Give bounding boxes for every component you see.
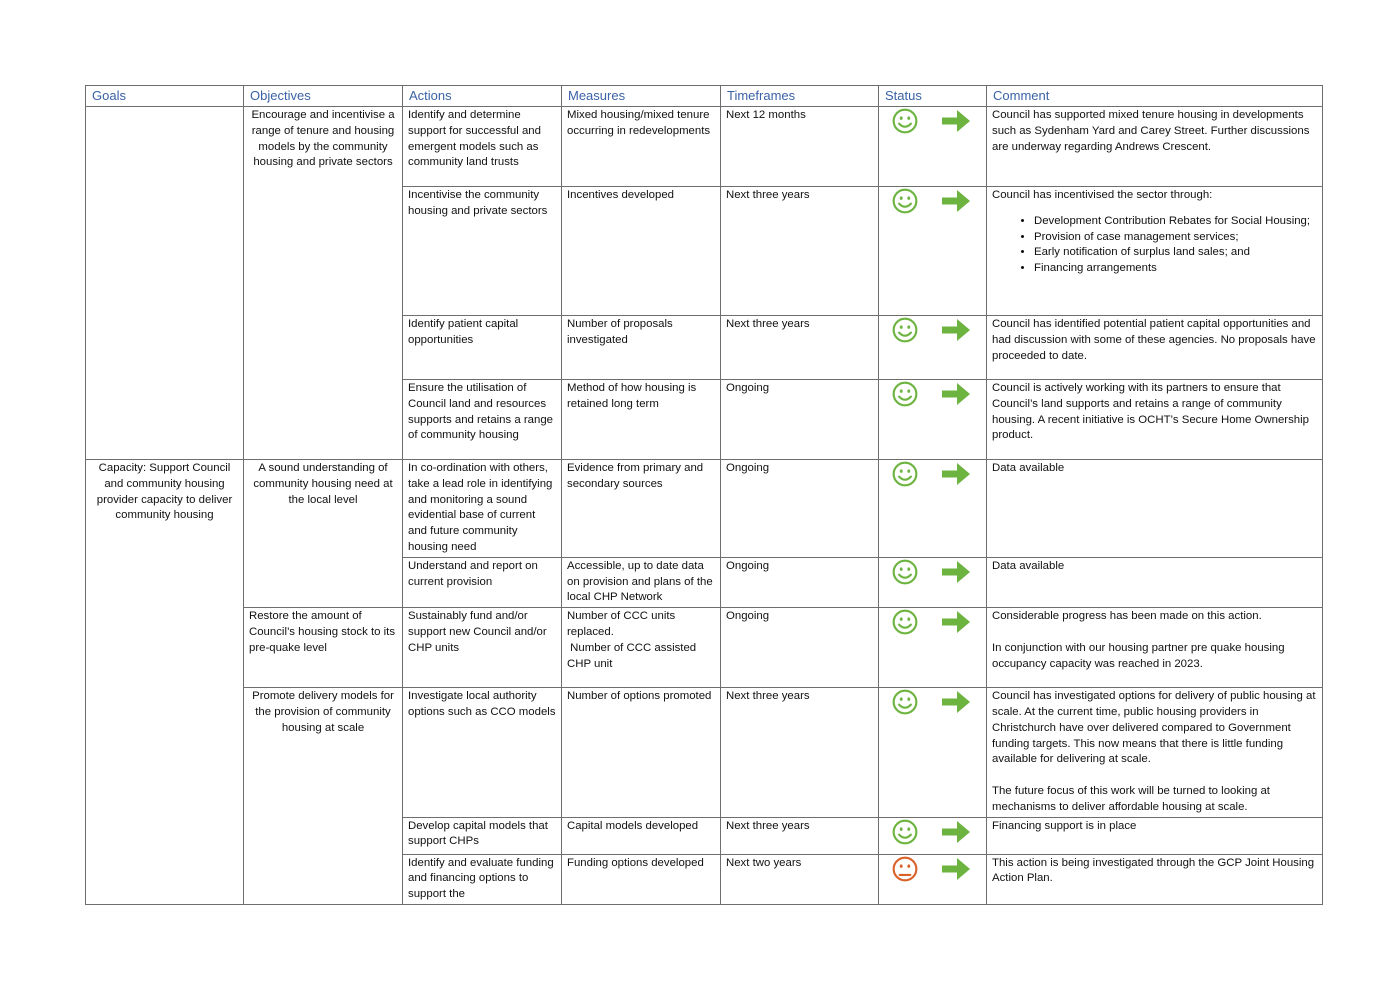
timeframe-cell: Next three years (721, 187, 879, 316)
action-cell: Ensure the utilisation of Council land and resources supports and retains a range of community housing (403, 380, 562, 460)
action-cell: Incentivise the community housing and private sectors (403, 187, 562, 316)
right-arrow-icon (940, 381, 972, 407)
objective-cell: Promote delivery models for the provision of community housing at scale (244, 688, 403, 905)
objective-cell: Restore the amount of Council’s housing stock to its pre-quake level (244, 608, 403, 688)
timeframe-cell: Next three years (721, 316, 879, 380)
comment-cell (987, 187, 1323, 316)
header-timeframes: Timeframes (721, 86, 879, 107)
action-cell: Identify and evaluate funding and financing options to support the (403, 854, 562, 904)
right-arrow-icon (940, 188, 972, 214)
status-cell (879, 187, 987, 316)
action-cell: Investigate local authority options such as CCO models (403, 688, 562, 817)
neutral-face-icon (892, 856, 918, 882)
comment-text: Council has investigated options for delivery of public housing at scale. At the current time, public housing providers in Christchurch have over delivered compared to Government funding targets. This now means that there is little funding available for delivering at scale. (992, 690, 1316, 766)
action-cell: Identify patient capital opportunities (403, 316, 562, 380)
objective-cell: A sound understanding of community housing need at the local level (244, 460, 403, 608)
timeframe-cell: Ongoing (721, 557, 879, 607)
goal-cell: Capacity: Support Council and community housing provider capacity to deliver community housing (86, 460, 244, 905)
goal-cell (86, 107, 244, 460)
header-row (86, 86, 1323, 107)
status-cell (879, 107, 987, 187)
timeframe-cell: Next three years (721, 688, 879, 817)
comment-cell: Council has identified potential patient capital opportunities and had discussion with some of these agencies. No proposals have proceeded to date. (987, 316, 1323, 380)
smiley-face-icon (892, 188, 918, 214)
comment-text: In conjunction with our housing partner pre quake housing occupancy capacity was reached in 2023. (992, 641, 1285, 670)
comment-cell: This action is being investigated through the GCP Joint Housing Action Plan. (987, 854, 1323, 904)
action-cell: Develop capital models that support CHPs (403, 817, 562, 854)
smiley-face-icon (892, 559, 918, 585)
action-cell: Identify and determine support for successful and emergent models such as community land trusts (403, 107, 562, 187)
smiley-face-icon (892, 317, 918, 343)
status-cell (879, 608, 987, 688)
right-arrow-icon (940, 856, 972, 882)
smiley-face-icon (892, 108, 918, 134)
comment-cell: Council has supported mixed tenure housing in developments such as Sydenham Yard and Carey Street. Further discussions are underway regarding Andrews Crescent. (987, 107, 1323, 187)
action-cell: Sustainably fund and/or support new Council and/or CHP units (403, 608, 562, 688)
action-cell: Understand and report on current provision (403, 557, 562, 607)
timeframe-cell: Next three years (721, 817, 879, 854)
right-arrow-icon (940, 609, 972, 635)
measure-cell (562, 608, 721, 688)
header-goals: Goals (86, 86, 244, 107)
status-cell (879, 688, 987, 817)
comment-text: The future focus of this work will be turned to looking at mechanisms to deliver affordable housing at scale. (992, 784, 1270, 813)
list-item: • Provision of case management services; (1034, 230, 1317, 246)
measure-cell: Accessible, up to date data on provision and plans of the local CHP Network (562, 557, 721, 607)
status-cell (879, 460, 987, 558)
header-objectives: Objectives (244, 86, 403, 107)
header-comment: Comment (987, 86, 1323, 107)
status-cell (879, 854, 987, 904)
measure-cell: Number of options promoted (562, 688, 721, 817)
right-arrow-icon (940, 108, 972, 134)
comment-cell: Data available (987, 557, 1323, 607)
timeframe-cell: Next 12 months (721, 107, 879, 187)
smiley-face-icon (892, 381, 918, 407)
smiley-face-icon (892, 689, 918, 715)
status-cell (879, 380, 987, 460)
smiley-face-icon (892, 609, 918, 635)
smiley-face-icon (892, 461, 918, 487)
right-arrow-icon (940, 461, 972, 487)
table-row (86, 460, 1323, 558)
measure-text: Number of CCC units replaced. (567, 610, 676, 638)
timeframe-cell: Ongoing (721, 608, 879, 688)
comment-cell: Council is actively working with its partners to ensure that Council’s land supports and retains a range of community housing. A recent initiative is OCHT’s Secure Home Ownership product. (987, 380, 1323, 460)
list-item: • Development Contribution Rebates for Social Housing; (1034, 214, 1317, 230)
header-status: Status (879, 86, 987, 107)
status-cell (879, 817, 987, 854)
timeframe-cell: Ongoing (721, 380, 879, 460)
objective-cell: Encourage and incentivise a range of tenure and housing models by the community housing and private sectors (244, 107, 403, 460)
status-cell (879, 316, 987, 380)
comment-text: Council has incentivised the sector through: (992, 189, 1213, 201)
measure-cell: Funding options developed (562, 854, 721, 904)
table-row (86, 107, 1323, 187)
right-arrow-icon (940, 317, 972, 343)
comment-cell: Financing support is in place (987, 817, 1323, 854)
measure-cell: Method of how housing is retained long term (562, 380, 721, 460)
table-row (86, 688, 1323, 817)
table-row (86, 608, 1323, 688)
right-arrow-icon (940, 559, 972, 585)
smiley-face-icon (892, 819, 918, 845)
header-actions: Actions (403, 86, 562, 107)
list-item: • Early notification of surplus land sales; and (1034, 245, 1317, 261)
measure-cell: Evidence from primary and secondary sources (562, 460, 721, 558)
comment-cell (987, 688, 1323, 817)
list-item: • Financing arrangements (1034, 261, 1317, 277)
comment-list (992, 214, 1317, 277)
header-measures: Measures (562, 86, 721, 107)
timeframe-cell: Next two years (721, 854, 879, 904)
comment-text: Considerable progress has been made on this action. (992, 610, 1262, 623)
action-plan-table (85, 85, 1323, 905)
comment-cell: Data available (987, 460, 1323, 558)
right-arrow-icon (940, 689, 972, 715)
action-cell: In co-ordination with others, take a lead role in identifying and monitoring a sound evidential base of current and future community housing need (403, 460, 562, 558)
measure-text: Number of CCC assisted CHP unit (567, 641, 700, 670)
measure-cell: Mixed housing/mixed tenure occurring in redevelopments (562, 107, 721, 187)
measure-cell: Capital models developed (562, 817, 721, 854)
status-cell (879, 557, 987, 607)
timeframe-cell: Ongoing (721, 460, 879, 558)
measure-cell: Number of proposals investigated (562, 316, 721, 380)
measure-cell: Incentives developed (562, 187, 721, 316)
right-arrow-icon (940, 819, 972, 845)
comment-cell (987, 608, 1323, 688)
